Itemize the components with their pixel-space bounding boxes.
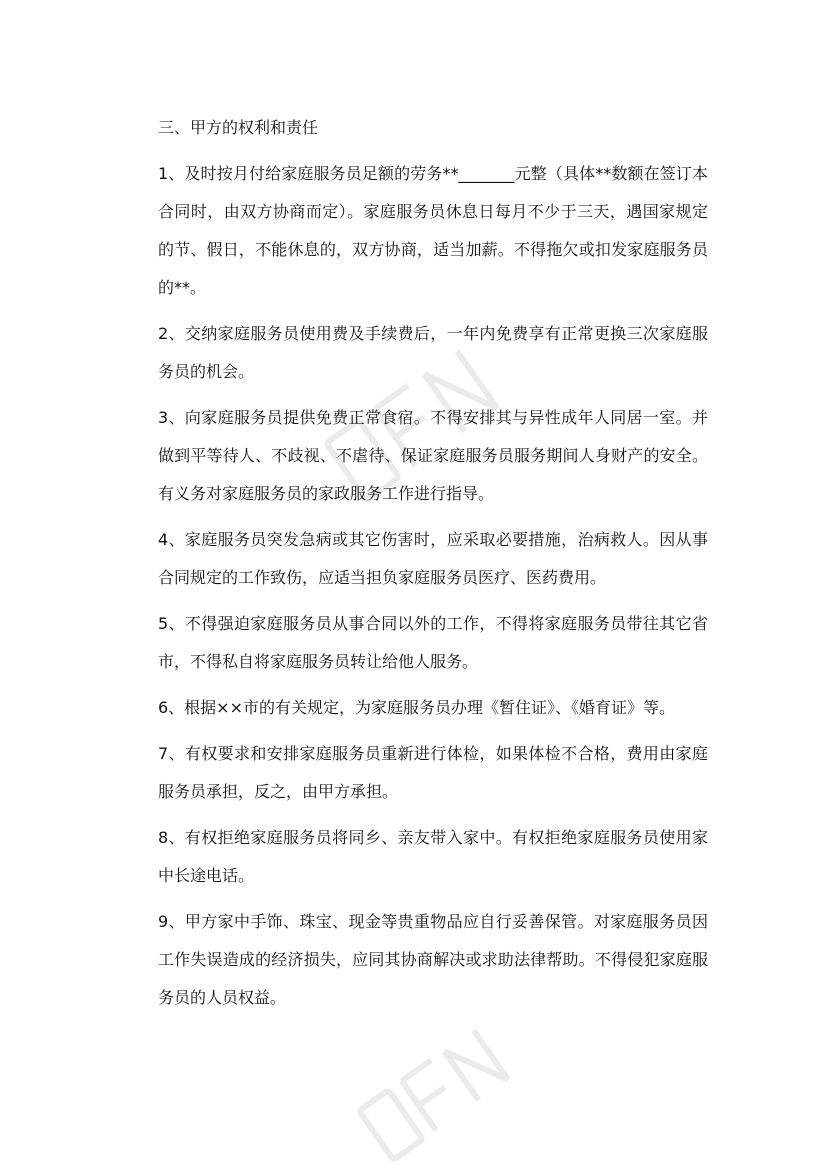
paragraph-text: 3、向家庭服务员提供免费正常食宿。不得安排其与异性成年人同居一室。并做到平等待人、不歧视、不虐待、保证家庭服务员服务期间人身财产的安全。有义务对家庭服务员的家政服务工作进行指导。 [158,408,708,503]
paragraph-7 [158,735,708,811]
paragraph-text: 2、交纳家庭服务员使用费及手续费后，一年内免费享有正常更换三次家庭服务员的机会。 [158,324,708,381]
section-heading: 三、甲方的权利和责任 [158,118,319,137]
paragraph-text: 4、家庭服务员突发急病或其它伤害时，应采取必要措施，治病救人。因从事合同规定的工作致伤，应适当担负家庭服务员医疗、医药费用。 [158,530,708,587]
paragraph-text: 5、不得强迫家庭服务员从事合同以外的工作，不得将家庭服务员带往其它省市，不得私自将家庭服务员转让给他人服务。 [158,614,708,671]
paragraph-3 [158,399,708,513]
paragraph-6 [158,689,708,727]
watermark-logo-icon [340,1000,540,1174]
document-body [158,109,708,1025]
paragraph-5 [158,605,708,681]
paragraph-text: 9、甲方家中手饰、珠宝、现金等贵重物品应自行妥善保管。对家庭服务员因工作失误造成的经济损失，应同其协商解决或求助法律帮助。不得侵犯家庭服务员的人员权益。 [158,912,708,1007]
paragraph-text: 6、根据××市的有关规定，为家庭服务员办理《暂住证》、《婚育证》等。 [158,698,675,717]
paragraph-text: 1、及时按月付给家庭服务员足额的劳务**_______元整（具体**数额在签订本合同时，由双方协商而定）。家庭服务员休息日每月不少于三天，遇国家规定的节、假日，不能休息的，双方协商，适当加薪。不得拖欠或扣发家庭服务员的**。 [158,164,708,297]
paragraph-8 [158,819,708,895]
paragraph-text: 8、有权拒绝家庭服务员将同乡、亲友带入家中。有权拒绝家庭服务员使用家中长途电话。 [158,828,708,885]
paragraph-4 [158,521,708,597]
paragraph-9 [158,903,708,1017]
paragraph-1 [158,155,708,307]
paragraph-2 [158,315,708,391]
paragraph-text: 7、有权要求和安排家庭服务员重新进行体检，如果体检不合格，费用由家庭服务员承担，反之，由甲方承担。 [158,744,708,801]
